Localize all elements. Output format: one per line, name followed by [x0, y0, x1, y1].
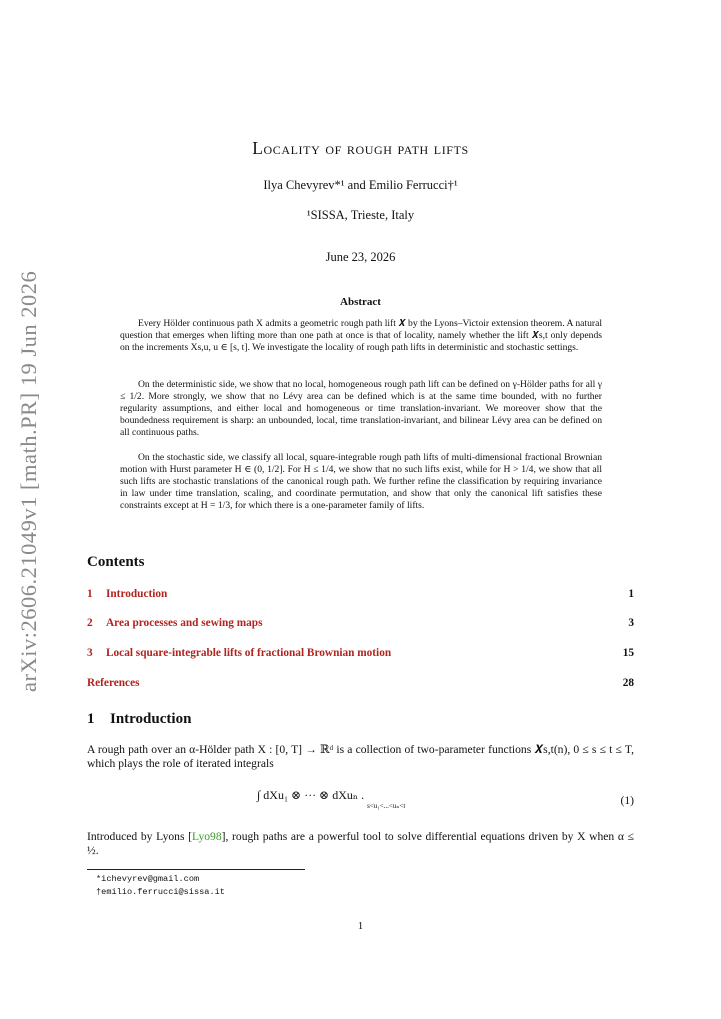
equation-1 — [87, 786, 634, 820]
abstract-paragraph-1: Every Hölder continuous path X admits a geometric rough path lift 𝑿 by the Lyons–Victoir extension theorem. A natural question that emerges when lifting more than one path at once is that of locality, namely whether the lift 𝑿s,t only depends on the increments Xs,u, u ∈ [s, t]. We investigate the locality of rough path lifts in deterministic and stochastic settings. — [120, 318, 602, 354]
affiliation: ¹SISSA, Trieste, Italy — [306, 208, 415, 222]
toc-number: 3 — [87, 647, 93, 659]
abstract-heading: Abstract — [340, 296, 381, 308]
para2-text-before: Introduced by Lyons [ — [87, 830, 192, 843]
toc-number: 2 — [87, 617, 93, 629]
section-title: Introduction — [110, 711, 192, 727]
section-number: 1 — [87, 711, 95, 727]
toc-label: References — [87, 677, 140, 689]
page-number: 1 — [357, 920, 364, 932]
toc-page: 15 — [622, 647, 634, 659]
equation-domain: s<u₁<...<uₙ<t — [367, 802, 406, 810]
equation-number: (1) — [620, 794, 634, 807]
abstract-paragraph-3: On the stochastic side, we classify all local, square-integrable rough path lifts of multi-dimensional fractional Brownian motion with Hurst parameter H ∈ (0, 1/2]. For H ≤ 1/4, we show that no such lifts exist, while for H > 1/4, we show that all such lifts are stochastic translations of the canonical rough path. We further refine the classification by requiring invariance in law under time translation, scaling, and coordinate permutation, and show that only the canonical lift satisfies these constraints except at H = 1/3, for which there is a one-parameter family of lifts. — [120, 452, 602, 512]
intro-paragraph-1: A rough path over an α-Hölder path X : [0, T] → ℝᵈ is a collection of two-parameter functions 𝑿s,t(n), 0 ≤ s ≤ t ≤ T, which plays the role of iterated integrals — [87, 743, 634, 770]
authors: Ilya Chevyrev*¹ and Emilio Ferrucci†¹ — [263, 178, 458, 192]
toc-label: Local square-integrable lifts of fractional Brownian motion — [106, 647, 392, 659]
equation-body: ∫ dXu₁ ⊗ ··· ⊗ dXuₙ . — [257, 788, 365, 802]
toc-number: 1 — [87, 588, 93, 600]
toc-entry-local-lifts[interactable] — [87, 647, 634, 659]
publication-date: June 23, 2026 — [325, 250, 396, 264]
arxiv-identifier: arXiv:2606.21049v1 [math.PR] 19 Jun 2026 — [16, 270, 41, 692]
equation-formula — [257, 788, 405, 810]
citation-link[interactable]: Lyo98 — [192, 830, 222, 843]
toc-page: 3 — [628, 617, 634, 629]
toc-entry-references[interactable] — [87, 677, 634, 689]
contents-heading: Contents — [87, 554, 145, 570]
toc-entry-area-processes[interactable] — [87, 617, 634, 629]
toc-label: Area processes and sewing maps — [106, 617, 263, 629]
toc-page: 28 — [622, 677, 634, 689]
footnote-email-1[interactable]: *ichevyrev@gmail.com — [96, 874, 200, 884]
section-heading — [87, 711, 191, 728]
abstract-paragraph-2: On the deterministic side, we show that no local, homogeneous rough path lift can be defined on γ-Hölder paths for all γ ≤ 1/2. More strongly, we show that no Lévy area can be defined which is at the same time bounded, with no further regularity assumptions, and either local and homogeneous or time translation-invariant. We moreover show that the boundedness requirement is sharp: an unbounded, local, time translation-invariant, and bilinear Lévy area can be defined on all continuous paths. — [120, 379, 602, 439]
toc-entry-introduction[interactable] — [87, 588, 634, 600]
intro-paragraph-2 — [87, 830, 634, 857]
toc-label: Introduction — [106, 588, 168, 600]
toc-page: 1 — [628, 588, 634, 600]
footnote-rule — [87, 869, 305, 870]
paper-title: Locality of rough path lifts — [252, 138, 469, 158]
footnote-email-2[interactable]: †emilio.ferrucci@sissa.it — [96, 887, 225, 897]
para2-text-after: ], rough paths are a powerful tool to solve differential equations driven by X when α ≤ ½. — [87, 830, 634, 857]
